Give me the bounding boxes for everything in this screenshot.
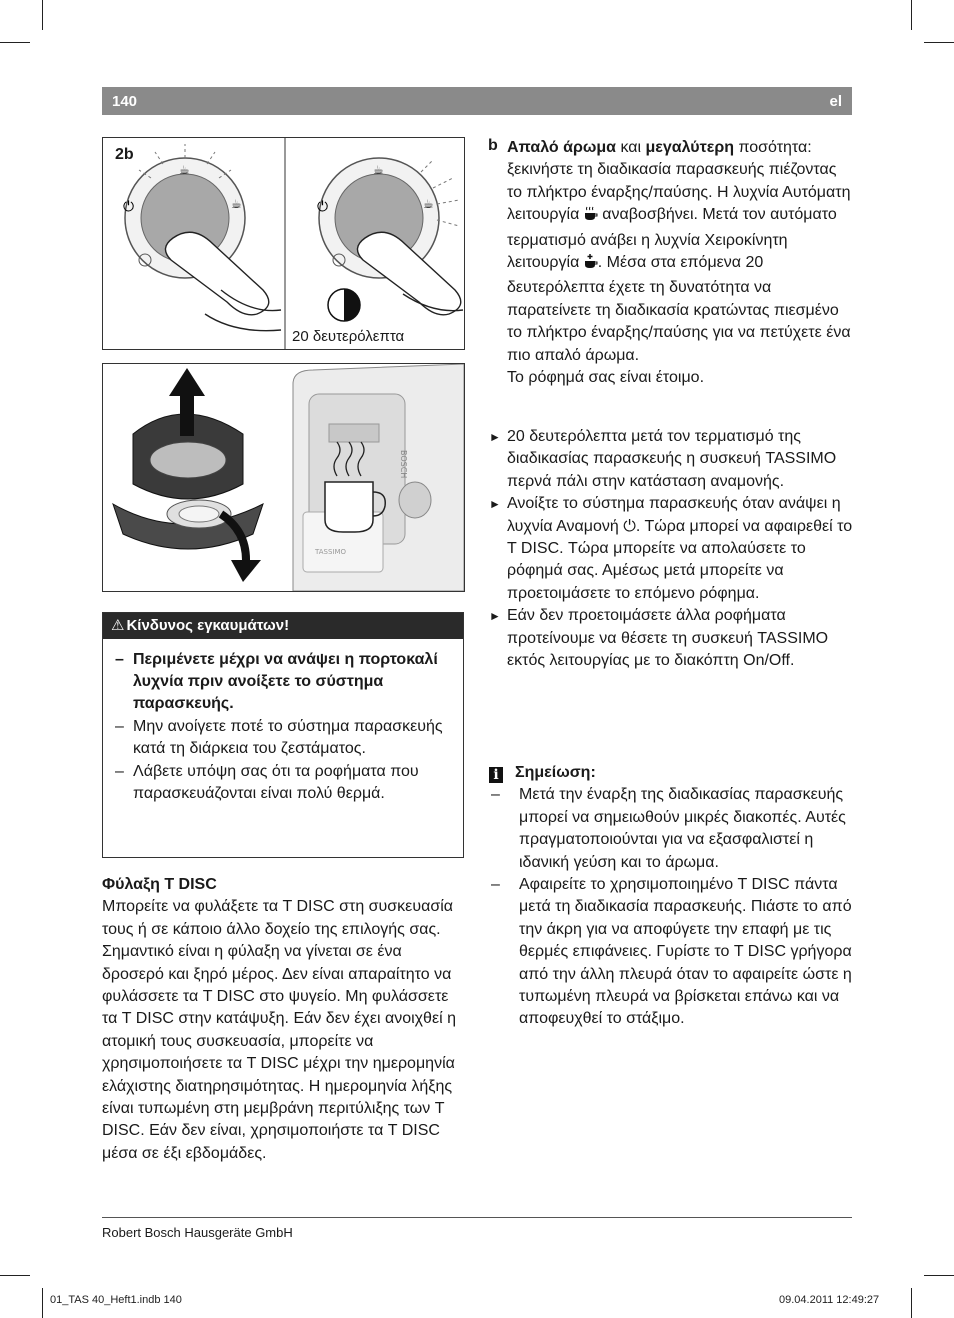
step-b-section (507, 137, 853, 389)
warning-icon: ⚠ (111, 617, 125, 634)
svg-text:☕: ☕ (179, 163, 190, 177)
warning-item-text: Μην ανοίγετε ποτέ το σύστημα παρασκευής κατά τη διάρκεια του ζεστάματος. (133, 718, 443, 757)
after-step-text: . Τώρα μπορεί να αφαιρεθεί το T DISC. Τώρα μπορείτε να απολαύσετε το ρόφημά σας. Αμέσως μετά μπορείτε να προετοιμάσετε το επόμενο ρόφημα. (507, 517, 853, 602)
after-step-text: Ανοίξτε το σύστημα παρασκευής όταν ανάψει η λυχνία Αναμονή (507, 495, 841, 535)
slug-file: 01_TAS 40_Heft1.indb 140 (50, 1294, 182, 1306)
machine-illustration (293, 364, 464, 591)
warning-list (103, 639, 463, 805)
svg-text:☕: ☕ (231, 197, 242, 211)
figure-caption: 20 δευτερόλεπτα (292, 328, 405, 345)
warning-box (102, 612, 464, 858)
svg-text:☕: ☕ (423, 197, 434, 211)
page-header (102, 87, 852, 115)
timer-icon (328, 289, 360, 321)
storage-body: Μπορείτε να φυλάξετε τα T DISC στη συσκευασία τους ή σε κάποιο άλλο δοχείο της επιλογής σας. Σημαντικό είναι η φύλαξη να γίνεται σε ένα δροσερό και ξηρό μέρος. Δεν είναι απαραίτητο να φυλάσσετε τα T DISC στο ψυγείο. Μη φυλάσσετε τα T DISC στην κατάψυξη. Εάν δεν έχει ανοιχθεί η ατομική τους συσκευασία, μπορείτε να χρησιμοποιήσετε τα T DISC μέχρι την ημερομηνία ελάχιστης διατηρησιμότητας. Η ημερομηνία λήξης είναι τυπωμένη στη μεμβράνη περιτύλιξης των T DISC. Εάν δεν είναι, χρησιμοποιήστε τα T DISC μέσα σε έξι εβδομάδες. (102, 898, 456, 1162)
after-step-item (489, 605, 853, 672)
after-step-item (489, 426, 853, 493)
page-number: 140 (112, 93, 138, 110)
after-step-text: Εάν δεν προετοιμάσετε άλλα ροφήματα προτείνουμε να θέσετε τη συσκευή TASSIMO εκτός λειτουργίας με το διακόπτη On/Off. (507, 607, 829, 670)
note-item-text: Μετά την έναρξη της διαδικασίας παρασκευής μπορεί να σημειωθούν μικρές διακοπές. Αυτές πραγματοποιούνται για να εξασφαλιστεί η ιδανική γεύση και το άρωμα. (519, 786, 846, 871)
step-b-text (507, 137, 853, 367)
svg-text:⏻: ⏻ (123, 199, 135, 215)
crop-mark (42, 0, 43, 30)
warning-item-text: Περιμένετε μέχρι να ανάψει η πορτοκαλί λυχνία πριν ανοίξετε το σύστημα παρασκευής. (133, 651, 438, 712)
figure-open-brewer (102, 363, 465, 592)
crop-mark (924, 42, 954, 43)
auto-mode-cup-icon (584, 206, 598, 229)
info-icon: i (489, 767, 503, 783)
ready-text: Το ρόφημά σας είναι έτοιμο. (507, 369, 705, 387)
note-title-text: Σημείωση: (515, 764, 596, 781)
warning-title (103, 613, 463, 639)
crop-mark (42, 1288, 43, 1318)
standby-icon: ⏻ (623, 517, 636, 535)
machine-brand-label: BOSCH (399, 450, 408, 479)
manual-mode-cup-icon (584, 254, 598, 277)
warning-item (115, 649, 457, 715)
footer-company: Robert Bosch Hausgeräte GmbH (102, 1225, 293, 1240)
step-b-bold-2: μεγαλύτερη (645, 139, 734, 156)
svg-text:☕: ☕ (373, 163, 384, 177)
step-b-text-3: αναβοσβήνει. Μετά τον αυτόματο τερματισμό ανάβει η λυχνία Χειροκίνητη λειτουργία (507, 206, 837, 272)
brewer-illustration (103, 364, 464, 591)
note-title (489, 762, 853, 784)
note-item-text: Αφαιρείτε το χρησιμοποιημένο T DISC πάντα μετά τη διαδικασία παρασκευής. Πιάστε το από την άκρη για να αποφύγετε την επαφή με τις θερμές επιφάνειες. Γυρίστε το T DISC γρήγορα από την άλλη πλευρά όταν το αφαιρείτε ώστε η τυπωμένη πλευρά να βρίσκεται επάνω και να αποφευχθεί το στάξιμο. (519, 876, 852, 1028)
after-step-text: 20 δευτερόλεπτα μετά τον τερματισμό της διαδικασίας παρασκευής η συσκευή TASSIMO περνά πάλι στην κατάσταση αναμονής. (507, 428, 837, 490)
language-code: el (829, 93, 842, 110)
note-item (489, 784, 853, 874)
crop-mark (0, 1275, 30, 1276)
crop-mark (924, 1275, 954, 1276)
button-press-illustration (103, 138, 464, 349)
after-step-item (489, 493, 853, 605)
slug-date: 09.04.2011 12:49:27 (779, 1294, 880, 1306)
after-steps-section (489, 426, 853, 672)
footer-divider (102, 1217, 852, 1218)
crop-mark (911, 1288, 912, 1318)
control-dial-left (123, 144, 281, 331)
step-marker: b (488, 137, 498, 154)
warning-item (115, 716, 457, 760)
warning-title-text: Κίνδυνος εγκαυμάτων! (126, 617, 290, 634)
warning-item (115, 761, 457, 805)
step-b-text-4: . Μέσα στα επόμενα 20 δευτερόλεπτα έχετε τη δυνατότητα να παρατείνετε τη διαδικασία κρατώντας πιεσμένο το πλήκτρο έναρξης/παύσης για να πετύχετε ένα πιο απαλό άρωμα. (507, 254, 851, 364)
step-b-text-1: και (616, 139, 646, 156)
note-section (489, 762, 853, 1031)
storage-title: Φύλαξη T DISC (102, 876, 217, 893)
storage-section (102, 874, 464, 1165)
note-item (489, 874, 853, 1031)
step-b-bold-1: Απαλό άρωμα (507, 139, 616, 156)
crop-mark (911, 0, 912, 30)
crop-mark (0, 42, 30, 43)
warning-item-text: Λάβετε υπόψη σας ότι τα ροφήματα που παρασκευάζονται είναι πολύ θερμά. (133, 763, 419, 802)
svg-text:⏻: ⏻ (317, 199, 329, 215)
pod-brand-label: TASSIMO (315, 548, 347, 556)
figure-label: 2b (115, 146, 134, 163)
step-b-text-2: ποσότητα: ξεκινήστε τη διαδικασία παρασκευής πιέζοντας το πλήκτρο έναρξης/παύσης. Η λυχνία Αυτόματη λειτουργία (507, 139, 851, 224)
figure-2b (102, 137, 465, 350)
